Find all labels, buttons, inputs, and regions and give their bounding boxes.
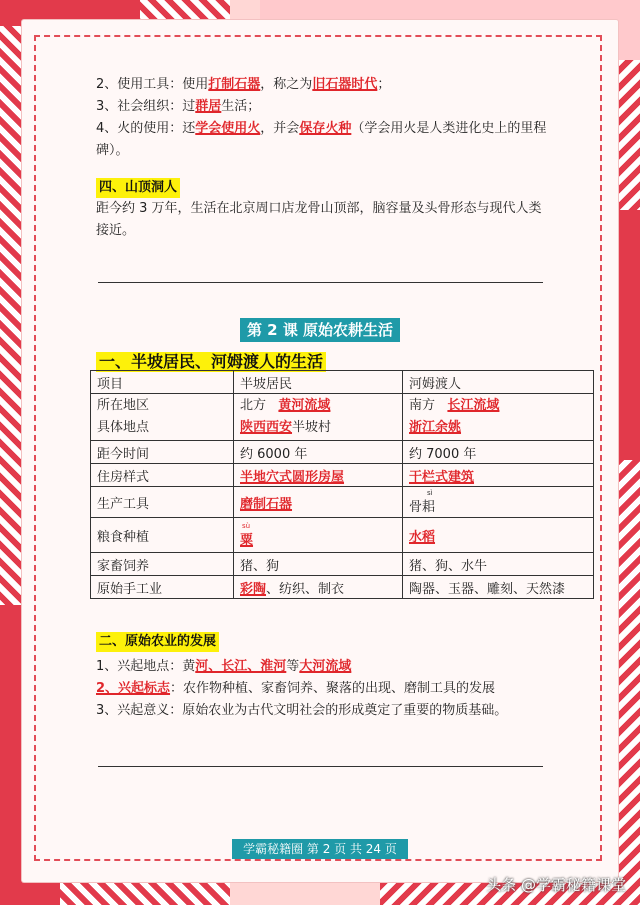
text: 北方 <box>240 398 267 413</box>
table-cell: 住房样式 <box>91 464 234 487</box>
table-cell: 原始手工业 <box>91 576 234 599</box>
text: 半坡村 <box>292 420 332 435</box>
lesson-title: 第 2 课 原始农耕生活 <box>240 318 400 342</box>
table-header-row <box>91 371 594 394</box>
origin-sign-line <box>96 678 556 700</box>
tool-line <box>96 74 556 96</box>
keyword: 彩陶 <box>240 581 267 597</box>
table-cell: 猪、狗 <box>234 553 403 576</box>
keyword: 群居 <box>195 99 222 114</box>
table-header-cell: 河姆渡人 <box>403 371 594 394</box>
section-one-heading-wrap <box>96 352 326 372</box>
paragraph-line: 距今约 3 万年，生活在北京周口店龙骨山顶部，脑容量及头骨形态与现代人类 <box>96 201 542 216</box>
text: 1、兴起地点：黄 <box>96 659 196 674</box>
text: ，称之为 <box>260 77 313 92</box>
table-cell: 猪、狗、水牛 <box>403 553 594 576</box>
comparison-table <box>90 370 594 599</box>
section-heading: 四、山顶洞人 <box>96 178 180 198</box>
table-row <box>91 394 594 441</box>
fire-line-continued: 碑）。 <box>96 143 129 158</box>
pinyin-annotation: sù <box>242 521 251 530</box>
text: 3、社会组织：过 <box>96 99 196 114</box>
text: ； <box>377 77 391 92</box>
text: 、纺织、制衣 <box>266 581 345 597</box>
keyword: 学会使用火 <box>195 121 261 136</box>
social-line <box>96 96 556 118</box>
keyword: 半地穴式圆形房屋 <box>240 469 345 485</box>
table-cell <box>403 518 594 553</box>
keyword: 保存火种 <box>299 121 352 136</box>
table-cell: 距今时间 <box>91 441 234 464</box>
table-row <box>91 518 594 553</box>
table-row <box>91 553 594 576</box>
table-header-cell: 项目 <box>91 371 234 394</box>
paragraph-line: 接近。 <box>96 223 136 238</box>
keyword: 旧石器时代 <box>312 77 378 92</box>
table-cell: 生产工具 <box>91 487 234 518</box>
text: ：农作物种植、家畜饲养、聚落的出现、磨制工具的发展 <box>170 681 496 696</box>
table-row <box>91 576 594 599</box>
table-row <box>91 487 594 518</box>
origin-place-line <box>96 656 556 678</box>
table-cell <box>91 394 234 441</box>
fire-line <box>96 118 556 140</box>
section-heading: 二、原始农业的发展 <box>96 632 219 652</box>
section-heading: 一、半坡居民、河姆渡人的生活 <box>96 352 326 372</box>
keyword: 大河流域 <box>299 659 352 674</box>
text: 生活； <box>221 99 261 114</box>
keyword: 长江流域 <box>447 398 500 413</box>
keyword: 河、长江、淮河 <box>195 659 287 674</box>
text: 骨耜 <box>409 499 436 515</box>
table-cell <box>234 576 403 599</box>
table-cell: 粮食种植 <box>91 518 234 553</box>
origin-meaning-line: 3、兴起意义：原始农业为古代文明社会的形成奠定了重要的物质基础。 <box>96 703 508 718</box>
table-cell <box>403 487 594 518</box>
page-footer: 学霸秘籍圈 第 2 页 共 24 页 <box>232 839 408 859</box>
text: 南方 <box>409 398 436 413</box>
keyword: 2、兴起标志 <box>96 681 171 696</box>
keyword: 打制石器 <box>208 77 261 92</box>
pinyin-annotation: sì <box>427 488 433 497</box>
keyword: 粟 <box>240 532 254 548</box>
table-cell <box>403 464 594 487</box>
text: 等 <box>286 659 300 674</box>
table-row <box>91 441 594 464</box>
table-cell <box>234 464 403 487</box>
divider-line <box>98 282 543 283</box>
keyword: 水稻 <box>409 529 436 545</box>
section-two <box>96 632 556 722</box>
table-cell <box>234 394 403 441</box>
table-cell: 陶器、玉器、雕刻、天然漆 <box>403 576 594 599</box>
row-label: 所在地区 <box>97 398 150 413</box>
watermark: 头条 @学霸秘籍课堂 <box>486 876 626 894</box>
text: （学会用火是人类进化史上的里程 <box>351 121 547 136</box>
row-label: 具体地点 <box>97 420 150 435</box>
table-row <box>91 464 594 487</box>
keyword: 磨制石器 <box>240 496 293 512</box>
text: ，并会 <box>260 121 300 136</box>
top-content <box>96 74 556 242</box>
divider-line <box>98 766 543 767</box>
table-cell <box>234 518 403 553</box>
table-cell: 约 6000 年 <box>234 441 403 464</box>
table-cell: 约 7000 年 <box>403 441 594 464</box>
table-cell <box>234 487 403 518</box>
keyword: 干栏式建筑 <box>409 469 475 485</box>
keyword: 浙江余姚 <box>409 420 462 435</box>
keyword: 陕西西安 <box>240 420 293 435</box>
table-cell <box>403 394 594 441</box>
text: 2、使用工具：使用 <box>96 77 209 92</box>
table-cell: 家畜饲养 <box>91 553 234 576</box>
keyword: 黄河流域 <box>278 398 331 413</box>
table-header-cell: 半坡居民 <box>234 371 403 394</box>
text: 4、火的使用：还 <box>96 121 196 136</box>
